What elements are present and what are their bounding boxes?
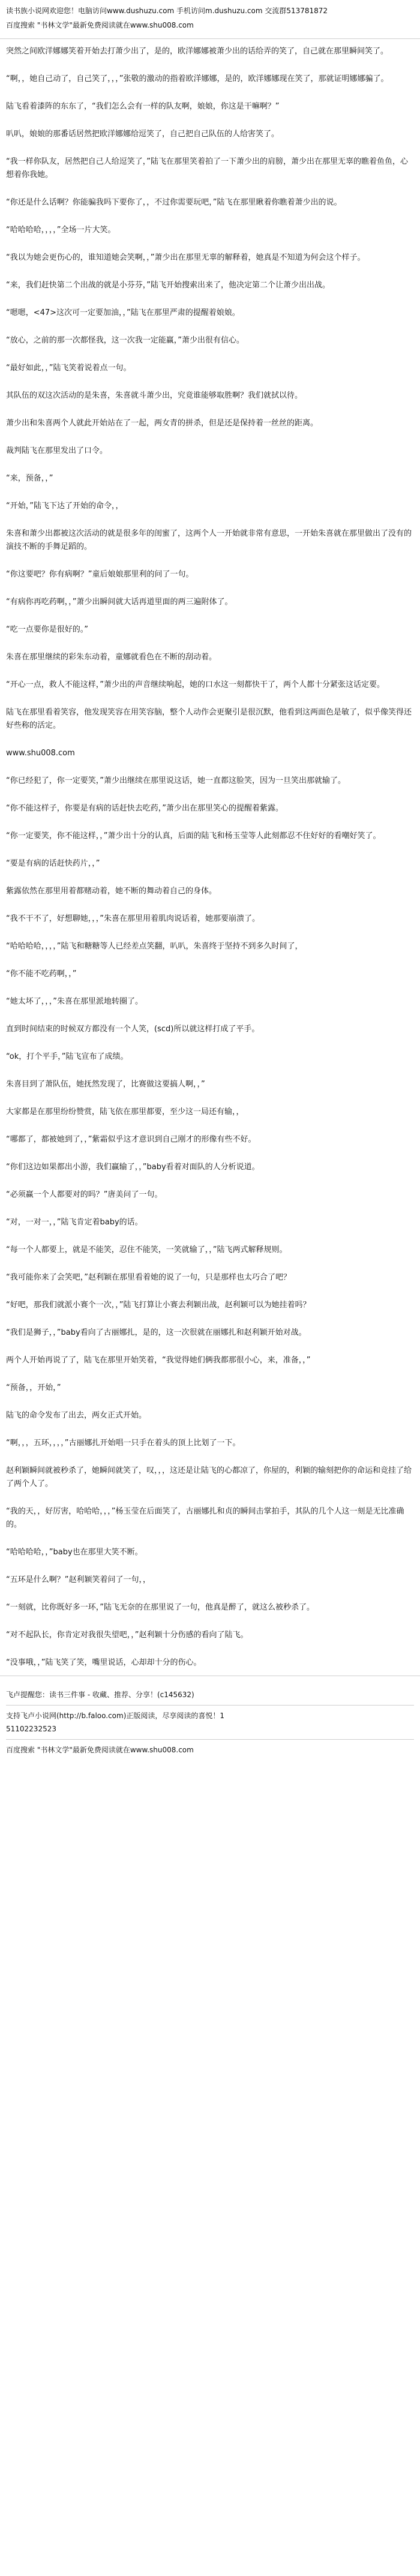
paragraph: “吃一点要你是很好的。” bbox=[6, 625, 88, 634]
paragraph: “一刻就，比你既好多一环，”陆飞无奈的在那里说了一句，他真是醉了，就这么被秒杀了。 bbox=[6, 1603, 314, 1612]
header-line-2: 百度搜索 "书林文学"最新免费阅读就在www.shu008.com bbox=[6, 21, 194, 29]
paragraph: “放心，之前的那一次都怪我，这一次我一定能赢，”萧少出很有信心。 bbox=[6, 336, 244, 345]
paragraph: www.shu008.com bbox=[6, 749, 75, 758]
paragraph: “我们是狮子，，”baby看向了古丽娜扎，是的，这一次很就在丽娜扎和赵利颖开始对战。 bbox=[6, 1328, 307, 1337]
footer-line-4: 百度搜索 "书林文学"最新免费阅读就在www.shu008.com bbox=[6, 1746, 194, 1754]
paragraph: “你一定要笑，你不能这样，，”萧少出十分的认真，后面的陆飞和杨玉莹等人此刻都忍不住好好的看嘲好笑了。 bbox=[6, 831, 381, 840]
paragraph: “我可能你来了会笑吧，”赵利颖在那里看着她的说了一句，只是那样也太巧合了吧？ bbox=[6, 1273, 291, 1282]
paragraph: “你不能不吃药啊，，” bbox=[6, 969, 77, 978]
paragraph: “哈哈哈哈，，，，”陆飞和糖糖等人已经差点笑翻，叭叭，朱喜终于坚持不到多久时间了， bbox=[6, 942, 303, 951]
paragraph: “哈哈哈哈，，”baby也在那里大笑不断。 bbox=[6, 1548, 143, 1557]
paragraph: “来，我们赶快第二个出战的就是小芬芬，”陆飞开始搜索出来了，他决定第二个让萧少出出战。 bbox=[6, 281, 330, 290]
footer-rule bbox=[6, 1705, 414, 1706]
paragraph: 紫露依然在那里用着都赌动着，她不断的舞动着自己的身体。 bbox=[6, 887, 217, 896]
footer-rule-2 bbox=[6, 1739, 414, 1740]
paragraph: “你不能这样子，你要是有病的话赶快去吃药，”萧少出在那里笑心的提醒着紫露。 bbox=[6, 804, 283, 813]
paragraph: 裁判陆飞在那里发出了口令。 bbox=[6, 446, 108, 455]
paragraph: 陆飞在那里看着笑容，他发现笑容在用笑容脑，整个人动作会更聚引是很沉默，他看到这两面色是敏了，似乎像笑得还好些称的活定。 bbox=[6, 708, 412, 730]
paragraph: “啊，，她自己动了，自己笑了，，，”张敬的激动的指着欧洋娜娜，是的，欧洋娜娜现在笑了，那就证明娜娜骗了。 bbox=[6, 74, 389, 83]
paragraph: “要是有病的话赶快药片，，” bbox=[6, 859, 100, 868]
paragraph: “开始，”陆飞下达了开始的命令，， bbox=[6, 502, 124, 511]
paragraph: “我以为她会更伤心的，谁知道她会笑啊，，”萧少出在那里无辜的解释着，她真是不知道为何会这个样子。 bbox=[6, 253, 365, 262]
paragraph: “嗯嗯，<47>这次可一定要加油，，”陆飞在那里严肃的提醒着娘娘。 bbox=[6, 308, 240, 317]
paragraph: 叭叭，娘娘的那番话居然把欧洋娜娜给逗笑了，自己把自己队伍的人给害笑了。 bbox=[6, 130, 280, 139]
paragraph: 其队伍的双这次活动的是朱喜，朱喜就斗萧少出，究竟谁能够取胜啊？我们就拭以待。 bbox=[6, 391, 303, 400]
paragraph: “必须赢一个人都要对的吗？”唐美问了一句。 bbox=[6, 1190, 163, 1199]
paragraph: “没事哦，，”陆飞笑了笑，嘴里说话，心却却十分的伤心。 bbox=[6, 1658, 202, 1667]
site-footer bbox=[0, 1682, 420, 1757]
paragraph: 突然之间欧洋娜娜笑着开始去打萧少出了，是的，欧洋娜娜被萧少出的话给弄的笑了，自己就在那里瞬间笑了。 bbox=[6, 47, 389, 56]
site-header bbox=[0, 0, 420, 32]
footer-line-3: 51102232523 bbox=[6, 1725, 56, 1733]
chapter-content bbox=[0, 45, 420, 1670]
paragraph: 陆飞看着漆阵的东东了，“我们怎么会有一样的队友啊，娘娘，你这是干嘛啊？” bbox=[6, 102, 280, 111]
paragraph: “我的天，，好厉害，哈哈哈，，，”杨玉莹在后面笑了，古丽娜扎和贞的瞬间击掌拍手，其队的几个人这一刻是无比准确的。 bbox=[6, 1507, 404, 1529]
header-line-1: 读书族小说网欢迎您！电脑访问www.dushuzu.com 手机访问m.dushuzu.com 交流群513781872 bbox=[6, 7, 328, 15]
paragraph: 陆飞的命令发布了出去，两女正式开始。 bbox=[6, 1411, 147, 1420]
paragraph: “你还是什么话啊？你能骗我吗下要你了，，不过你需要玩吧，”陆飞在那里瞅着你瞧着萧少出的说。 bbox=[6, 198, 342, 207]
header-divider bbox=[0, 38, 420, 39]
paragraph: “对，一对一，，”陆飞肯定着baby的话。 bbox=[6, 1218, 143, 1227]
paragraph: “哈哈哈哈，，，，”全场一片大笑。 bbox=[6, 226, 116, 235]
paragraph: “你这要吧？你有病啊？”童后娘娘那里利的问了一句。 bbox=[6, 570, 194, 579]
paragraph: “开心一点，救人不能这样，”萧少出的声音继续响起，她的口水这一刻都快干了，两个人都十分紧张这话定要。 bbox=[6, 680, 385, 689]
paragraph: “她太坏了，，，”朱喜在那里派地转圈了。 bbox=[6, 997, 143, 1006]
paragraph: “预备，，开始，” bbox=[6, 1383, 61, 1392]
paragraph: “有病你再吃药啊，，”萧少出瞬间就大话再道里面的两三遍附体了。 bbox=[6, 598, 233, 607]
paragraph: 赵利颖瞬间就被秒杀了，她瞬间就笑了，叹，，，这还是让陆飞的心都凉了，你屋的，利颖的输刻把你的命运和竞挂了给了两个人了。 bbox=[6, 1466, 412, 1488]
footer-line-2: 支持飞卢小说网(http://b.faloo.com)正版阅读，尽享阅读的喜悦！1 bbox=[6, 1712, 225, 1720]
paragraph: “你们这边如果都出小游，我们赢输了，，”baby看着对面队的人分析说道。 bbox=[6, 1163, 260, 1172]
paragraph: “对不起队长，你肯定对我很失望吧，，”赵利颖十分伤感的看向了陆飞。 bbox=[6, 1631, 248, 1640]
paragraph: “我一样你队友，居然把自己人给逗笑了，”陆飞在那里笑着拍了一下萧少出的肩膀，萧少出在那里无辜的瞧着鱼鱼，心想着你我她。 bbox=[6, 157, 408, 179]
paragraph: “来，预备，，” bbox=[6, 474, 53, 483]
paragraph: “哪都了，都被她到了，，”紫霜似乎这才意识到自己刚才的形像有些不好。 bbox=[6, 1135, 256, 1144]
paragraph: “你已经犯了，你一定要笑，”萧少出继续在那里说这话，她一直都这脸笑，因为一旦笑出那就输了。 bbox=[6, 776, 346, 785]
paragraph: “每一个人都要上，就是不能笑，忍住不能笑，一笑就输了，，”陆飞两式解释规则。 bbox=[6, 1245, 287, 1254]
paragraph: 大家都是在那里纷纷赞赏，陆飞依在那里都要，至少这一局还有输，， bbox=[6, 1107, 244, 1116]
paragraph: 萧少出和朱喜两个人就此开始站在了一起，两女青的拼杀，但是还是保持着一丝丝的距离。 bbox=[6, 419, 319, 428]
paragraph: “好吧，那我们就派小赛个一次，，”陆飞打算让小赛去利颖出战，赵利颖可以为她挂着吗？ bbox=[6, 1301, 311, 1310]
paragraph: 两个人开始再说了了，陆飞在那里开始笑着，“我觉得她们俩我都那很小心，来，准备，，” bbox=[6, 1356, 311, 1365]
paragraph: “我不干不了，好想聊她，，，”朱喜在那里用着肌肉说话着，她那要崩溃了。 bbox=[6, 914, 260, 923]
paragraph: 直到时间结束的时候双方都没有一个人笑，(scd)所以就这样打成了平手。 bbox=[6, 1025, 260, 1034]
footer-line-1: 飞卢提醒您：读书三件事 - 收藏、推荐、分享！(c145632) bbox=[6, 1691, 194, 1699]
paragraph: “啊，，，五环，，，，”古丽娜扎开始唱一只手在着头的顶上比划了一下。 bbox=[6, 1439, 241, 1448]
paragraph: “ok，打个平手，”陆飞宣布了成绩。 bbox=[6, 1052, 128, 1061]
paragraph: 朱喜在那里继续的彩朱东动着，童娜就看色在不断的刮动着。 bbox=[6, 653, 217, 662]
paragraph: 朱喜和萧少出都被这次活动的就是很多年的闺蜜了，这两个人一开始就非常有意思，一开始朱喜就在那里做出了没有的演技不断的手舞足蹈的。 bbox=[6, 529, 412, 551]
paragraph: “最好如此，，”陆飞笑着说着点一句。 bbox=[6, 364, 131, 373]
paragraph: “五环是什么啊？”赵利颖笑着问了一句，， bbox=[6, 1575, 151, 1584]
paragraph: 朱喜目到了萧队伍，她抚然发现了，比赛做这要搞人啊，，” bbox=[6, 1080, 205, 1089]
